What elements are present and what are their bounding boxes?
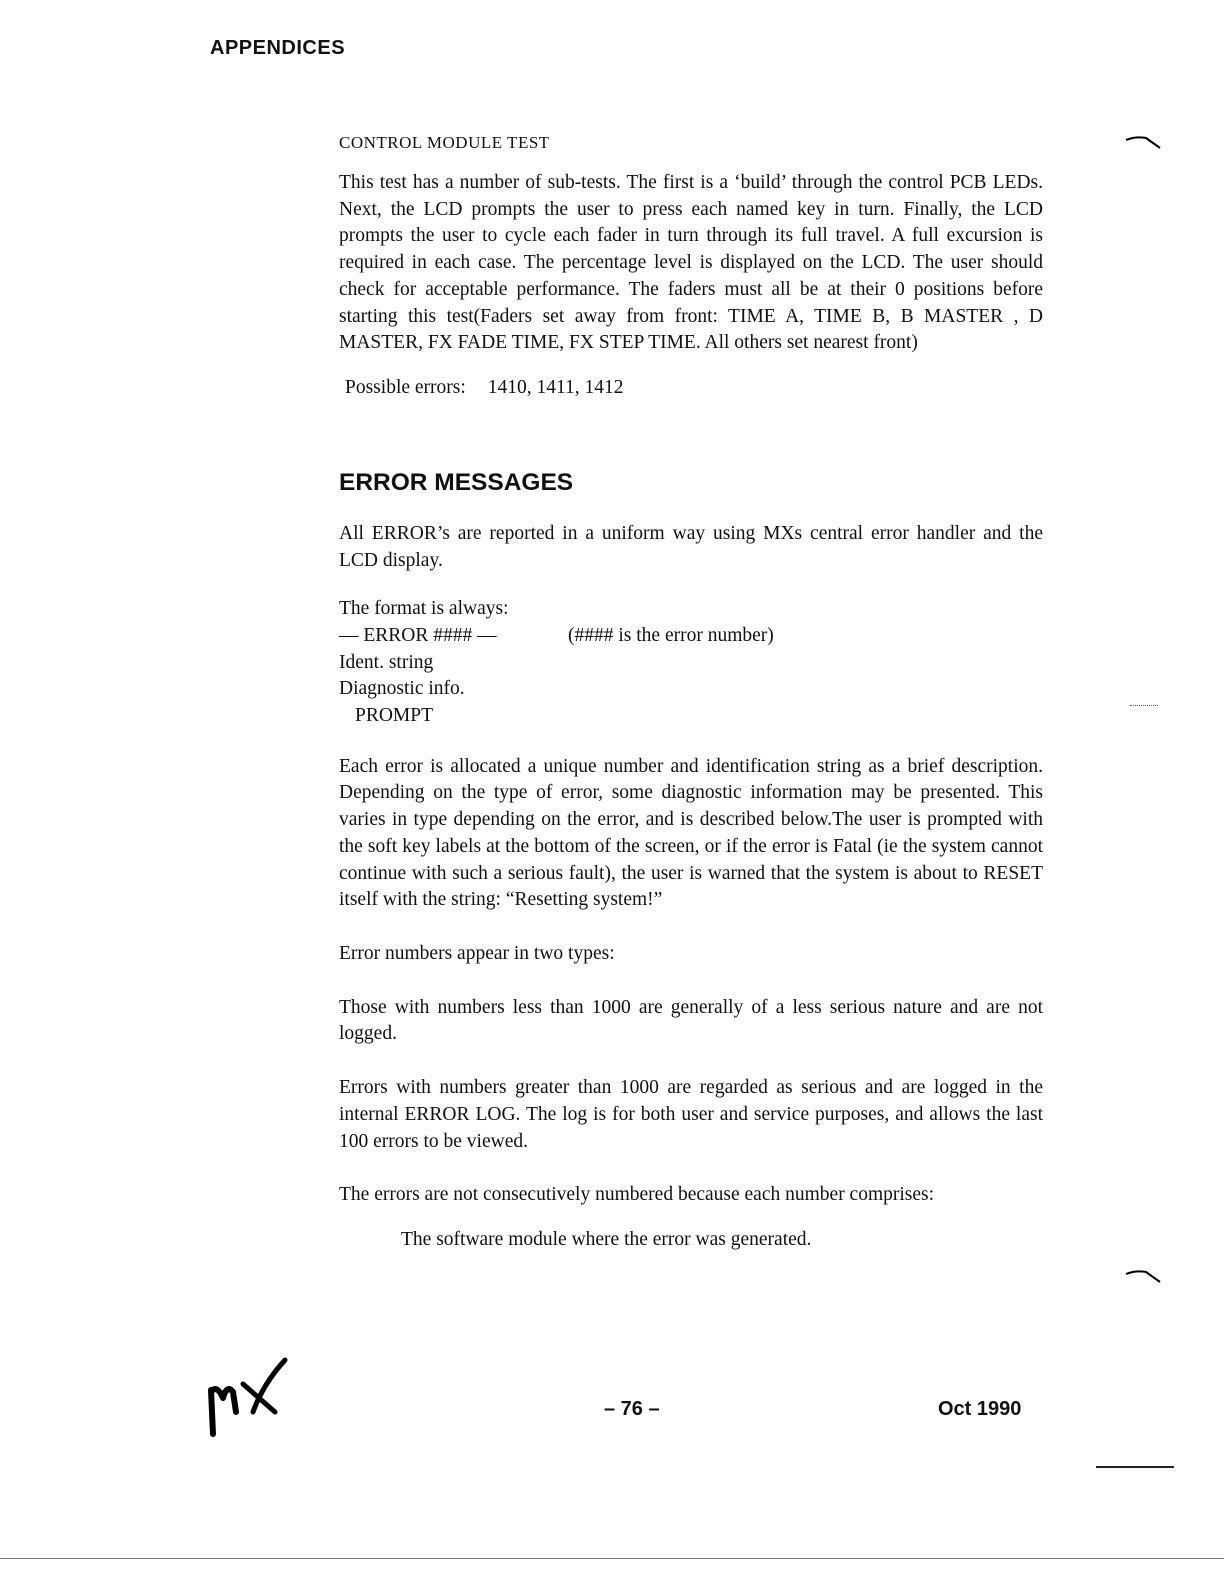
format-error-line: — ERROR #### — (339, 625, 497, 647)
types-paragraph: Error numbers appear in two types: (339, 942, 615, 964)
error-format-block (339, 596, 1043, 729)
mx-logo (203, 1354, 295, 1440)
margin-mark (1124, 134, 1164, 150)
format-diagnostic-line: Diagnostic info. (339, 678, 465, 700)
format-prompt-line: PROMPT (355, 705, 434, 727)
running-header: APPENDICES (210, 37, 346, 59)
margin-mark (1130, 705, 1158, 706)
greater-than-1000-paragraph: Errors with numbers greater than 1000 are regarded as serious and are logged in the internal ERROR LOG. The log is for both user and service purposes, and allows the last 100 errors to be viewed. (339, 1077, 1043, 1152)
consecutive-paragraph: The errors are not consecutively numbered because each number comprises: (339, 1184, 935, 1206)
page-body (339, 133, 1043, 1251)
less-than-1000-paragraph: Those with numbers less than 1000 are generally of a less serious nature and are not logged. (339, 996, 1043, 1045)
scan-edge (0, 1558, 1224, 1559)
margin-mark (1096, 1466, 1174, 1468)
footer-date: Oct 1990 (938, 1398, 1022, 1420)
possible-errors-label: Possible errors: (345, 376, 466, 398)
margin-mark (1124, 1268, 1164, 1284)
control-module-test-body: This test has a number of sub-tests. The first is a ‘build’ through the control PCB LEDs. Next, the LCD prompts the user to press each named key in turn. Finally, the LCD prompts the user to cycle each fader in turn through its full travel. A full excursion is required in each case. The percentage level is displayed on the LCD. The user should check for acceptable performance. The faders must all be at their 0 positions before starting this test(Faders set away from front: TIME A, TIME B, B MASTER , D MASTER, FX FADE TIME, FX STEP TIME. All others set nearest front) (339, 172, 1043, 354)
format-line-error (339, 623, 1043, 650)
control-module-test-heading: CONTROL MODULE TEST (339, 133, 550, 152)
possible-errors-line (345, 377, 1043, 399)
format-ident-line: Ident. string (339, 651, 434, 673)
error-messages-heading: ERROR MESSAGES (339, 468, 574, 496)
format-error-note: (#### is the error number) (568, 625, 774, 647)
format-label: The format is always: (339, 598, 509, 620)
page-number: – 76 – (604, 1398, 660, 1420)
allocation-paragraph: Each error is allocated a unique number and identification string as a brief description. Depending on the type of error, some diagnostic information may be presented. This varies in type depending on the error, and is described below.The user is prompted with the soft key labels at the bottom of the screen, or if the error is Fatal (ie the system cannot continue with such a serious fault), the user is warned that the system is about to RESET itself with the string: “Resetting system!” (339, 755, 1043, 911)
software-module-paragraph: The software module where the error was generated. (401, 1228, 812, 1250)
possible-errors-codes: 1410, 1411, 1412 (487, 376, 624, 398)
error-messages-intro: All ERROR’s are reported in a uniform way using MXs central error handler and the LCD display. (339, 522, 1043, 571)
